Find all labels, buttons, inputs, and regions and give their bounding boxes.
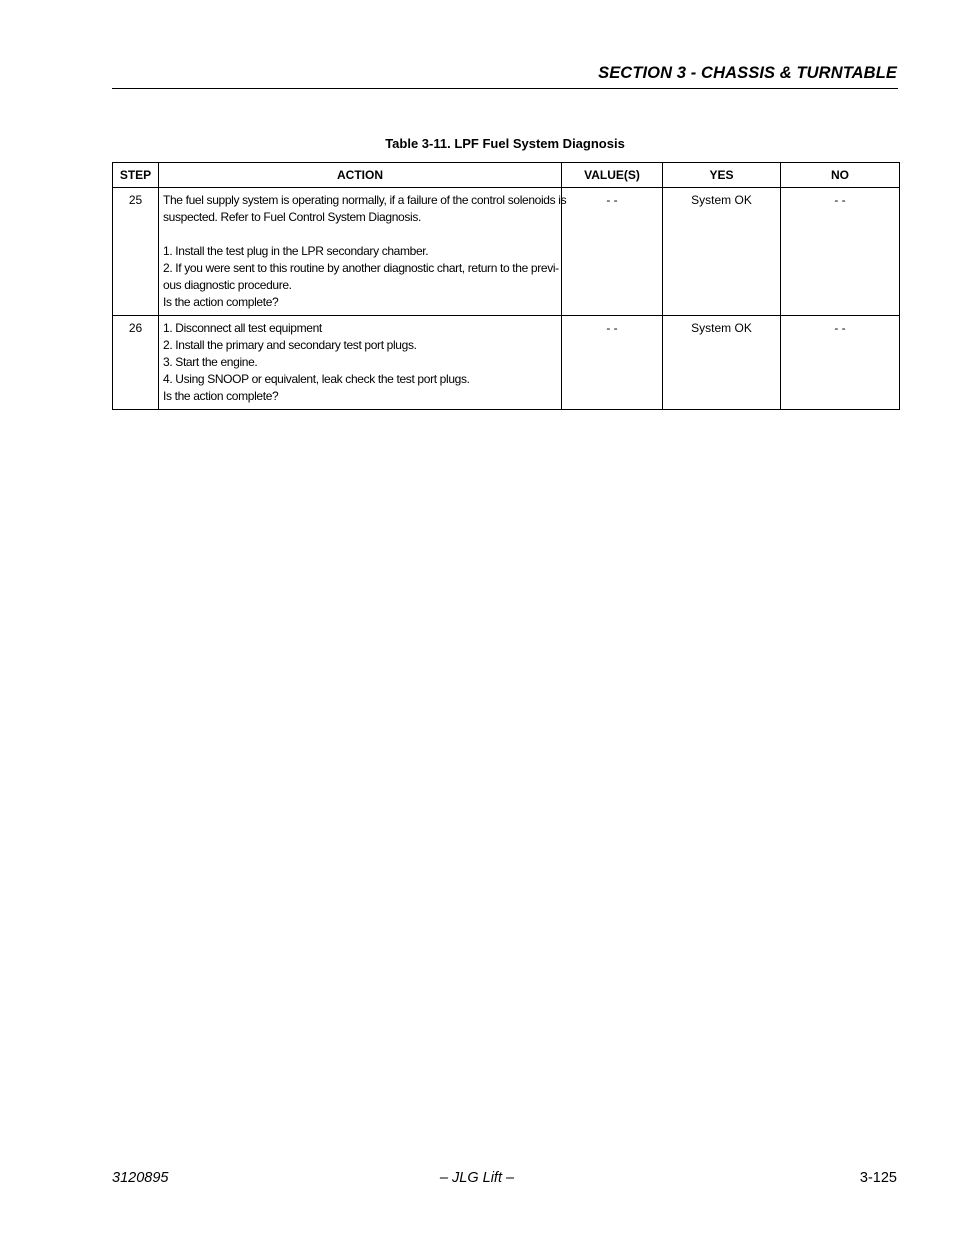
step-cell: 25	[113, 188, 159, 316]
action-line: Is the action complete?	[163, 295, 279, 309]
action-cell	[159, 188, 567, 316]
no-cell: - -	[781, 316, 900, 410]
action-line: The fuel supply system is operating normally, if a failure of the control solenoids is	[163, 193, 567, 207]
action-spacer	[163, 226, 557, 243]
step-cell: 26	[113, 316, 159, 410]
column-header-values: VALUE(S)	[562, 163, 663, 188]
values-cell: - -	[562, 188, 663, 316]
action-line: ous diagnostic procedure.	[163, 278, 292, 292]
action-line: suspected. Refer to Fuel Control System Diagnosis.	[163, 210, 421, 224]
page-number: 3-125	[859, 1170, 897, 1186]
table-header-row	[113, 163, 900, 188]
action-line: 3. Start the engine.	[163, 355, 258, 369]
column-header-step: STEP	[113, 163, 159, 188]
column-header-no: NO	[781, 163, 900, 188]
action-line: 2. Install the primary and secondary test port plugs.	[163, 338, 417, 352]
table-title: Table 3-11. LPF Fuel System Diagnosis	[385, 136, 625, 151]
table-row	[113, 188, 900, 316]
action-line: 2. If you were sent to this routine by another diagnostic chart, return to the previ-	[163, 261, 559, 275]
diagnosis-table	[112, 162, 900, 410]
no-cell: - -	[781, 188, 900, 316]
column-header-action: ACTION	[159, 163, 562, 188]
yes-cell: System OK	[663, 316, 781, 410]
action-line: 1. Disconnect all test equipment	[163, 321, 322, 335]
section-title: SECTION 3 - CHASSIS & TURNTABLE	[598, 64, 897, 82]
action-cell	[159, 316, 562, 410]
action-line: 4. Using SNOOP or equivalent, leak check the test port plugs.	[163, 372, 470, 386]
table-row	[113, 316, 900, 410]
column-header-yes: YES	[663, 163, 781, 188]
values-cell: - -	[562, 316, 663, 410]
yes-cell: System OK	[663, 188, 781, 316]
action-line: Is the action complete?	[163, 389, 279, 403]
header-divider	[112, 88, 898, 89]
footer-brand: – JLG Lift –	[439, 1170, 515, 1186]
action-line: 1. Install the test plug in the LPR secondary chamber.	[163, 244, 429, 258]
document-number: 3120895	[112, 1170, 169, 1186]
